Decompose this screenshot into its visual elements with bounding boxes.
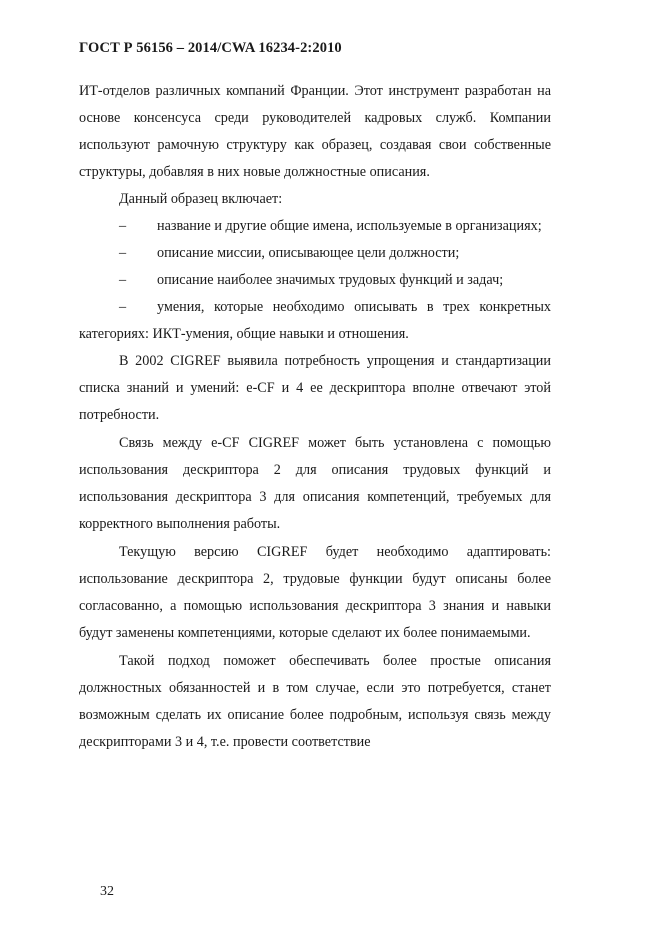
list-item (79, 213, 551, 240)
document-body (79, 78, 551, 756)
list-dash: – (119, 299, 127, 315)
list-dash: – (119, 218, 127, 234)
paragraph: Связь между e-CF CIGREF может быть установлена с помощью использования дескриптора 2 для описания трудовых функций и использования дескриптора 3 для описания компетенций, требуемых для корректного выполнения работы. (79, 435, 551, 532)
list-item (79, 294, 551, 348)
paragraph: Текущую версию CIGREF будет необходимо адаптировать: использование дескриптора 2, трудовые функции будут описаны более согласованно, а помощью использования дескриптора 3 знания и навыки будут заменены компетенциями, которые сделают их более понимаемыми. (79, 544, 551, 641)
list-item-text: описание миссии, описывающее цели должности; (157, 245, 460, 261)
paragraph: Такой подход поможет обеспечивать более простые описания должностных обязанностей и в том случае, если это потребуется, станет возможным сделать их описание более подробным, используя связь между дескрипторами 3 и 4, т.е. провести соответствие (79, 653, 551, 750)
paragraph: В 2002 CIGREF выявила потребность упрощения и стандартизации списка знаний и умений: e-CF и 4 ее дескриптора вполне отвечают этой потребности. (79, 353, 551, 423)
paragraph: ИТ-отделов различных компаний Франции. Этот инструмент разработан на основе консенсуса среди руководителей кадровых служб. Компании используют рамочную структуру как образец, создавая свои собственные структуры, добавляя в них новые должностные описания. (79, 83, 551, 180)
list-dash: – (119, 245, 127, 261)
list-item (79, 267, 551, 294)
paragraph: Данный образец включает: (119, 191, 283, 207)
list-dash: – (119, 272, 127, 288)
list-item-text: описание наиболее значимых трудовых функций и задач; (157, 272, 504, 288)
page-number: 32 (100, 884, 114, 899)
list-item (79, 240, 551, 267)
list-item-text: название и другие общие имена, используемые в организациях; (157, 218, 542, 234)
list-item-text: умения, которые необходимо описывать в трех конкретных категориях: ИКТ-умения, общие навыки и отношения. (79, 299, 551, 342)
document-header: ГОСТ Р 56156 – 2014/CWA 16234-2:2010 (79, 40, 342, 56)
